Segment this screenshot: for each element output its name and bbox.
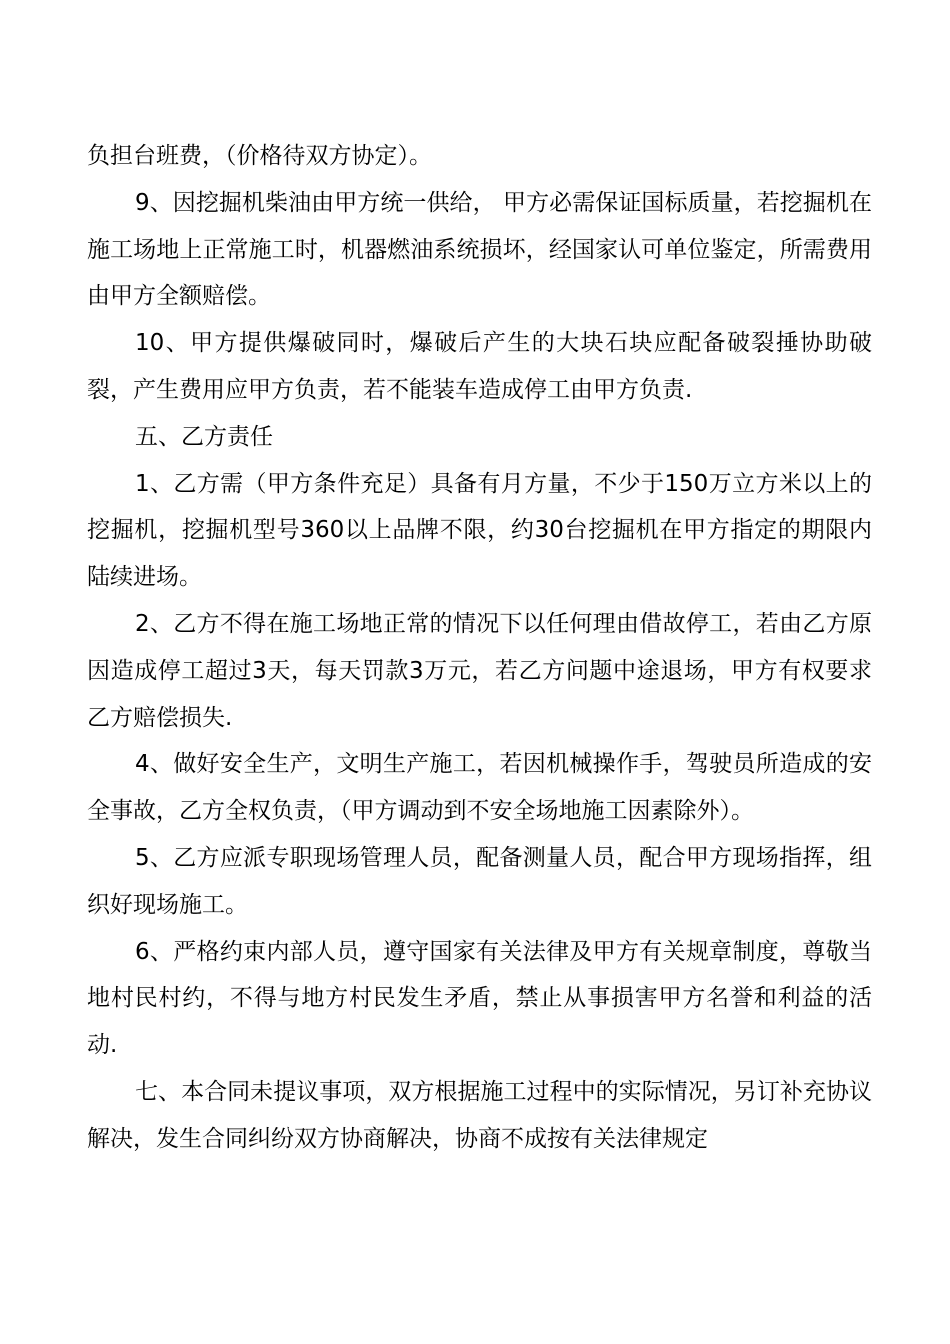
paragraph-section-seven: 七、本合同未提议事项，双方根据施工过程中的实际情况，另订补充协议解决，发生合同纠纷双方协商解决，协商不成按有关法律规定 bbox=[87, 1078, 872, 1152]
section-heading-party-b-responsibility: 五、乙方责任 bbox=[135, 423, 273, 450]
paragraph-item-b5: 5、乙方应派专职现场管理人员，配备测量人员，配合甲方现场指挥，组织好现场施工。 bbox=[87, 844, 872, 918]
paragraph-item-b6: 6、严格约束内部人员，遵守国家有关法律及甲方有关规章制度，尊敬当地村民村约，不得与地方村民发生矛盾，禁止从事损害甲方名誉和利益的活动. bbox=[87, 938, 872, 1059]
paragraph-item-b4: 4、做好安全生产，文明生产施工，若因机械操作手，驾驶员所造成的安全事故，乙方全权负责，（甲方调动到不安全场地施工因素除外）。 bbox=[87, 751, 872, 825]
paragraph-item-b2: 2、乙方不得在施工场地正常的情况下以任何理由借故停工，若由乙方原因造成停工超过3天，每天罚款3万元，若乙方问题中途退场，甲方有权要求乙方赔偿损失. bbox=[87, 610, 872, 731]
paragraph-item-10: 10、甲方提供爆破同时，爆破后产生的大块石块应配备破裂捶协助破裂，产生费用应甲方负责，若不能装车造成停工由甲方负责. bbox=[87, 330, 872, 403]
document-body bbox=[87, 133, 872, 1163]
paragraph-item-9: 9、因挖掘机柴油由甲方统一供给， 甲方必需保证国标质量，若挖掘机在施工场地上正常施工时，机器燃油系统损坏，经国家认可单位鉴定，所需费用由甲方全额赔偿。 bbox=[87, 189, 872, 310]
paragraph-item-b1: 1、乙方需（甲方条件充足）具备有月方量，不少于150万立方米以上的挖掘机，挖掘机型号360以上品牌不限，约30台挖掘机在甲方指定的期限内陆续进场。 bbox=[87, 470, 872, 591]
paragraph-continuation: 负担台班费，（价格待双方协定）。 bbox=[87, 143, 432, 169]
